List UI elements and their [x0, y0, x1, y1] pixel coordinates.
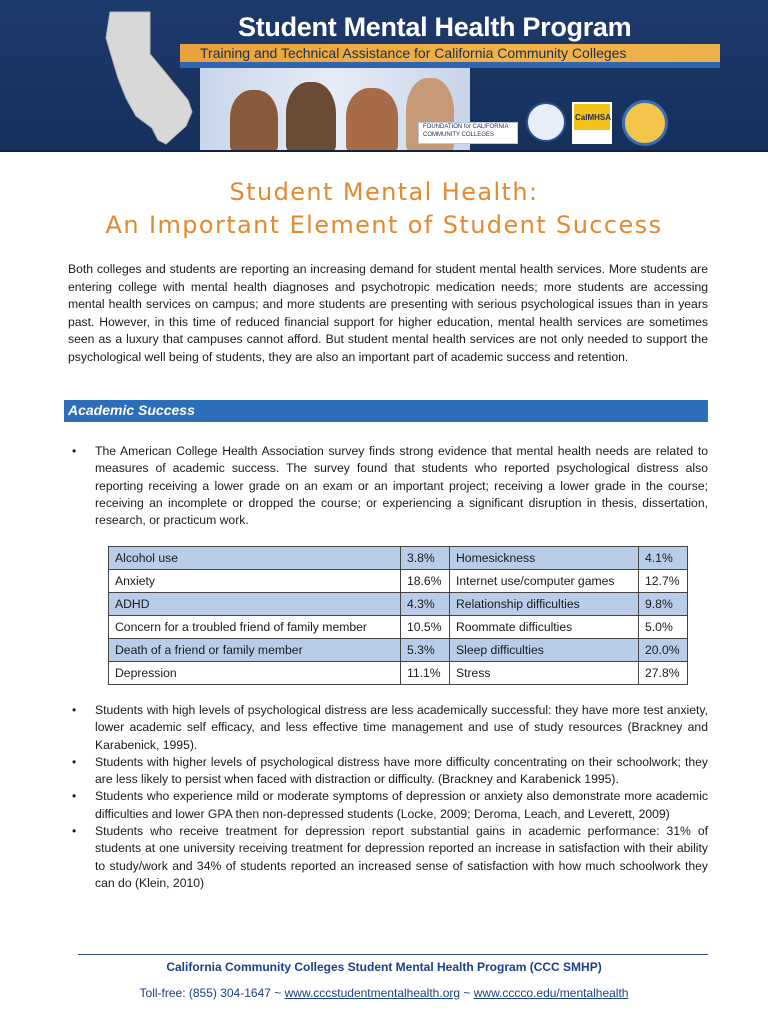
document-title: [0, 176, 768, 242]
website-link-cccco[interactable]: www.cccco.edu/mentalhealth: [473, 986, 629, 1000]
program-subtitle: Training and Technical Assistance for California Community Colleges: [200, 45, 627, 61]
bullet-list-findings: [68, 702, 708, 892]
table-cell-label: Death of a friend or family member: [109, 639, 401, 662]
bullet-text: Students with high levels of psychological distress are less academically successful: they have more test anxiety, lower academic self efficacy, and less effective time management and use of study resources (Brackney and Karabenick, 1995).: [95, 703, 708, 752]
bullet-icon: •: [72, 824, 77, 839]
table-cell-label: ADHD: [109, 593, 401, 616]
table-cell-label: Concern for a troubled friend of family member: [109, 616, 401, 639]
bullet-icon: •: [72, 789, 77, 804]
table-cell-value: 12.7%: [639, 570, 688, 593]
table-cell-value: 18.6%: [400, 570, 449, 593]
bullet-item: [68, 754, 708, 789]
tollfree-number: Toll-free: (855) 304-1647 ~: [139, 986, 285, 1000]
bullet-text: The American College Health Association survey finds strong evidence that mental health needs are related to measures of academic success. The survey found that students who reported psychological distress also reporting receiving a lower grade on an exam or an important project; receiving a lower grade in the course; receiving an incomplete or dropped the course; or experiencing a significant disruption in thesis, dissertation, research, or practicum work.: [95, 444, 708, 528]
table-cell-label: Sleep difficulties: [449, 639, 638, 662]
table-cell-value: 4.1%: [639, 547, 688, 570]
calmhsa-logo: [572, 102, 612, 144]
table-cell-value: 9.8%: [639, 593, 688, 616]
table-cell-label: Internet use/computer games: [449, 570, 638, 593]
round-emblem-logo: [622, 100, 668, 146]
bullet-item: [68, 443, 708, 529]
table-cell-label: Relationship difficulties: [449, 593, 638, 616]
table-cell-value: 5.3%: [400, 639, 449, 662]
table-cell-label: Stress: [449, 662, 638, 685]
table-row: [109, 639, 688, 662]
table-cell-value: 4.3%: [400, 593, 449, 616]
table-row: [109, 616, 688, 639]
footer-contact: [0, 986, 768, 1000]
bullet-icon: •: [72, 703, 77, 717]
bullet-text: Students who experience mild or moderate symptoms of depression or anxiety also demonstrate more academic difficulties and lower GPA then non-depressed students (Locke, 2009; Deroma, Leach, and Leverett, 2009): [95, 789, 708, 821]
document-title-line1: Student Mental Health:: [229, 178, 539, 206]
footer-title: California Community Colleges Student Mental Health Program (CCC SMHP): [166, 960, 602, 974]
calmhsa-logo-text: CalMHSA: [575, 113, 612, 122]
table-cell-label: Roommate difficulties: [449, 616, 638, 639]
bullet-icon: •: [72, 444, 77, 458]
table-cell-value: 10.5%: [400, 616, 449, 639]
table-row: [109, 570, 688, 593]
california-map-icon: [96, 8, 206, 148]
distress-statistics-table: [108, 546, 688, 685]
intro-paragraph: Both colleges and students are reporting an increasing demand for student mental health services. More students are entering college with mental health diagnoses and psychotropic medication needs; more students are accessing mental health services on campus; and more students are presenting with serious psychological issues than in years past. However, in this time of reduced financial support for higher education, mental health services are sometimes seen as a luxury that campuses cannot afford. But student mental health services are not only needed to support the psychological well being of students, they are also an important part of academic success and retention.: [68, 262, 708, 364]
bullet-icon: •: [72, 754, 77, 769]
program-title: Student Mental Health Program: [238, 12, 632, 42]
table-cell-value: 27.8%: [639, 662, 688, 685]
table-row: [109, 593, 688, 616]
foundation-logo: [418, 122, 518, 144]
bullet-text: Students with higher levels of psychological distress have more difficulty concentrating on their schoolwork; they are less likely to persist when faced with distraction or difficulty. (Brackney and Karabenick 1995).: [95, 754, 708, 787]
bullet-item: [68, 788, 708, 823]
bullet-item: [68, 823, 708, 892]
table-cell-value: 3.8%: [400, 547, 449, 570]
table-cell-label: Alcohol use: [109, 547, 401, 570]
table-cell-value: 11.1%: [400, 662, 449, 685]
section-heading: Academic Success: [68, 402, 195, 418]
student-photo: [346, 88, 398, 152]
student-photo: [286, 82, 336, 152]
bullet-item: [68, 702, 708, 754]
student-photo: [230, 90, 278, 152]
footer-divider: [78, 954, 708, 955]
banner-divider: [0, 150, 768, 152]
header-banner: [0, 0, 768, 152]
table-cell-label: Anxiety: [109, 570, 401, 593]
table-row: [109, 662, 688, 685]
college-seal-logo: [526, 102, 566, 142]
foundation-logo-text: FOUNDATION for CALIFORNIA COMMUNITY COLLEGES: [423, 124, 509, 138]
bullet-text: Students who receive treatment for depression report substantial gains in academic performance: 31% of students at one university receiving treatment for depression reported an increase in satisfaction with their ability to study/work and 34% of students reported an increased sense of satisfaction with how much schoolwork they can do (Klein, 2010): [95, 824, 708, 890]
table-cell-value: 5.0%: [639, 616, 688, 639]
bullet-list-first: [68, 443, 708, 529]
document-title-line2: An Important Element of Student Success: [105, 211, 663, 239]
footer-separator: ~: [460, 986, 474, 1000]
website-link-smhp[interactable]: www.cccstudentmentalhealth.org: [284, 986, 461, 1000]
table-row: [109, 547, 688, 570]
table-cell-value: 20.0%: [639, 639, 688, 662]
table-cell-label: Homesickness: [449, 547, 638, 570]
table-cell-label: Depression: [109, 662, 401, 685]
